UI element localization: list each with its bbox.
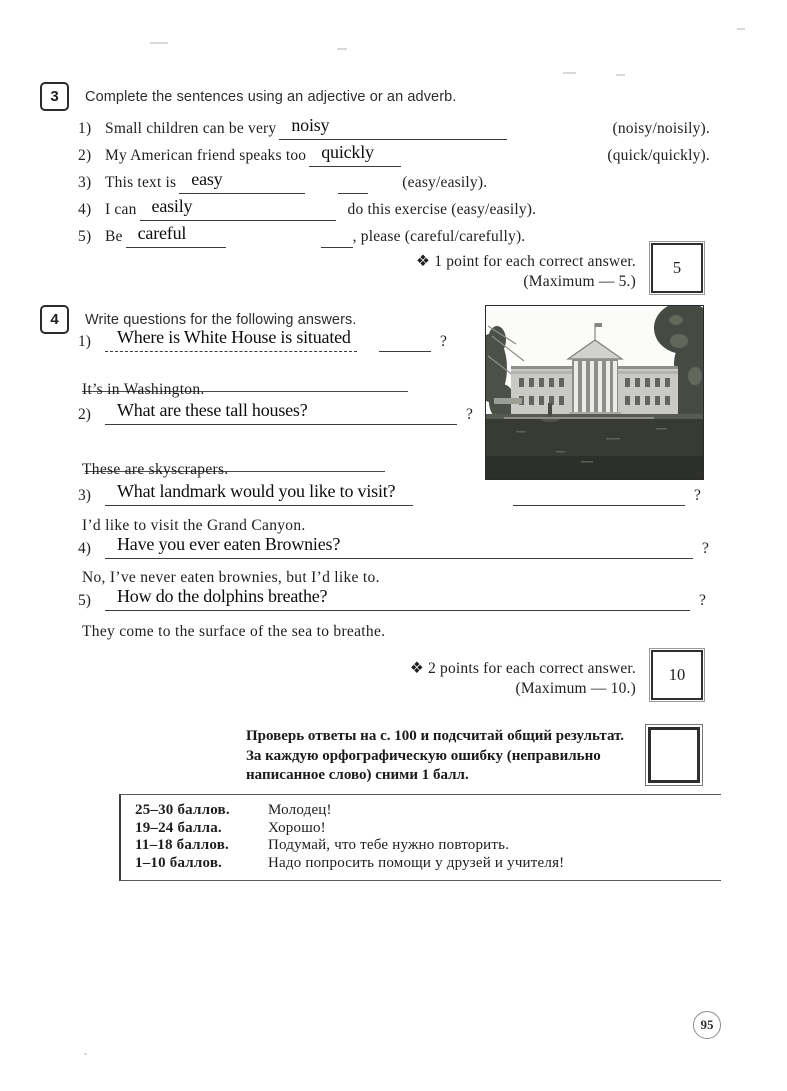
question-mark: ? — [440, 332, 447, 350]
question-mark: ? — [466, 405, 473, 423]
answer-blank — [126, 223, 226, 248]
question-line — [105, 533, 693, 559]
table-row — [135, 802, 721, 820]
score-table — [119, 794, 721, 881]
scan-artifact — [84, 1053, 87, 1055]
points-line-2: (Maximum — 5.) — [523, 272, 636, 290]
printed-answer: They come to the surface of the sea to breathe. — [82, 623, 386, 640]
printed-answer: No, I’ve never eaten brownies, but I’d like to. — [82, 569, 380, 586]
score-comment: Надо попросить помощи у друзей и учителя! — [268, 854, 565, 871]
scan-artifact — [150, 42, 168, 44]
exercise4-points-note — [410, 650, 703, 700]
handwritten-answer: easily — [151, 196, 193, 216]
choices-label: do this exercise (easy/easily). — [347, 201, 537, 218]
exercise3-instruction: Complete the sentences using an adjective or an adverb. — [85, 88, 457, 105]
score-range: 11–18 баллов. — [135, 837, 229, 853]
points-text — [410, 659, 636, 698]
score-range: 1–10 баллов. — [135, 854, 223, 871]
handwritten-question: What landmark would you like to visit? — [117, 480, 396, 501]
score-comment: Молодец! — [268, 802, 332, 818]
score-range: 19–24 балла. — [135, 819, 222, 836]
check-note-line-1: Проверь ответы на с. 100 и подсчитай общий результат. — [246, 728, 625, 744]
table-row — [135, 855, 721, 873]
handwritten-question: What are these tall houses? — [117, 399, 308, 420]
choices-label: (quick/quickly). — [607, 147, 710, 164]
white-house-photo — [485, 305, 704, 480]
scan-artifact — [616, 74, 625, 76]
check-note — [246, 727, 646, 786]
exercise4-item-5 — [78, 585, 706, 611]
exercise3-header — [40, 82, 710, 111]
exercise3-items — [78, 115, 710, 248]
exercise3-section — [40, 82, 710, 254]
page-number-badge: 95 — [693, 1011, 721, 1039]
question-mark: ? — [694, 486, 701, 504]
item-number: 3) — [78, 174, 92, 191]
scan-artifact — [563, 72, 576, 74]
scan-artifact — [737, 28, 745, 30]
exercise4-instruction: Write questions for the following answers. — [85, 311, 357, 328]
exercise3-item-3 — [78, 169, 710, 194]
printed-answer: These are skyscrapers. — [82, 461, 229, 478]
check-note-line-2: За каждую орфографическую ошибку (неправильно — [246, 747, 601, 764]
handwritten-answer: easy — [191, 169, 223, 189]
item-number: 4) — [78, 539, 91, 557]
answer-blank — [279, 115, 507, 140]
item-number: 4) — [78, 201, 92, 218]
exercise4-item-3 — [78, 480, 701, 506]
exercise4-item-1 — [78, 326, 447, 352]
score-comment: Хорошо! — [268, 819, 326, 836]
question-line — [105, 585, 690, 611]
score-comment: Подумай, что тебе нужно повторить. — [268, 837, 510, 853]
blank-segment — [338, 176, 368, 194]
handwritten-question: Where is White House is situated — [117, 326, 351, 347]
printed-answer: I’d like to visit the Grand Canyon. — [82, 517, 306, 534]
item-text-before: This text is — [105, 174, 177, 191]
points-line-1: ❖ 2 points for each correct answer. — [409, 660, 636, 677]
exercise3-score-box: 5 — [651, 243, 703, 293]
choices-label: (noisy/noisily). — [612, 120, 710, 137]
choices-label: (easy/easily). — [402, 174, 488, 191]
question-line — [105, 480, 413, 506]
item-text-before: Be — [105, 228, 123, 245]
points-line-2: (Maximum — 10.) — [515, 679, 636, 697]
question-mark: ? — [702, 539, 709, 557]
item-number: 1) — [78, 332, 91, 350]
exercise4-item-4 — [78, 533, 709, 559]
exercise4-score-box: 10 — [651, 650, 703, 700]
exercise4-item-2 — [78, 399, 473, 425]
item-number: 2) — [78, 405, 91, 423]
item-text-before: I can — [105, 201, 137, 218]
exercise4-number-badge: 4 — [40, 305, 69, 334]
blank-segment — [321, 230, 353, 248]
question-line — [105, 399, 457, 425]
item-text-before: My American friend speaks too — [105, 147, 307, 164]
question-line — [105, 326, 357, 352]
item-number: 5) — [78, 228, 92, 245]
handwritten-answer: careful — [137, 223, 187, 243]
choices-label: , please (careful/carefully). — [352, 228, 526, 245]
handwritten-answer: noisy — [291, 115, 330, 135]
exercise3-number-badge: 3 — [40, 82, 69, 111]
item-number: 3) — [78, 486, 91, 504]
answer-blank — [179, 169, 305, 194]
exercise3-item-2 — [78, 142, 710, 167]
item-text-before: Small children can be very — [105, 120, 277, 137]
handwritten-answer: quickly — [321, 142, 374, 162]
total-score-box — [648, 727, 700, 783]
handwritten-question: Have you ever eaten Brownies? — [117, 533, 341, 554]
question-line-extra — [379, 331, 431, 352]
question-line-extra — [513, 485, 685, 506]
exercise3-item-1 — [78, 115, 710, 140]
points-text — [416, 252, 636, 291]
score-range: 25–30 баллов. — [135, 802, 230, 818]
scan-artifact — [337, 48, 347, 50]
answer-blank — [140, 196, 336, 221]
exercise3-item-4 — [78, 196, 710, 221]
handwritten-question: How do the dolphins breathe? — [117, 585, 328, 606]
item-number: 2) — [78, 147, 92, 164]
check-note-line-3: написанное слово) сними 1 балл. — [246, 767, 469, 783]
table-row — [135, 820, 721, 838]
question-mark: ? — [699, 591, 706, 609]
printed-answer: It’s in Washington. — [82, 381, 205, 398]
points-line-1: ❖ 1 point for each correct answer. — [416, 253, 636, 270]
item-number: 1) — [78, 120, 92, 137]
exercise3-points-note — [416, 243, 703, 293]
answer-blank — [309, 142, 401, 167]
item-number: 5) — [78, 591, 91, 609]
table-row — [135, 837, 721, 855]
